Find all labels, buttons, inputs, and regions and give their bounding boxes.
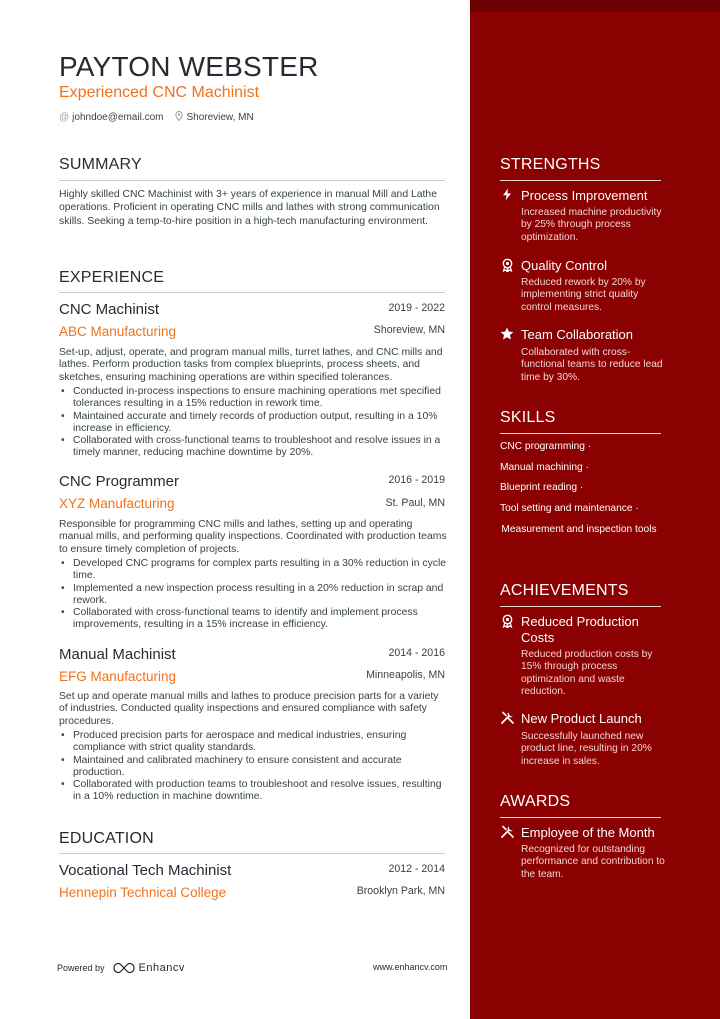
job-role: Manual Machinist — [59, 646, 176, 663]
award-icon — [500, 258, 514, 275]
job-company: EFG Manufacturing — [59, 669, 177, 684]
contact-email[interactable] — [59, 112, 163, 123]
education-divider — [59, 853, 445, 854]
strength-title: Quality Control — [521, 258, 607, 273]
achievement-title: New Product Launch — [521, 711, 642, 726]
awards-divider — [500, 817, 661, 818]
job-bullets — [59, 386, 449, 460]
education-degree: Vocational Tech Machinist — [59, 862, 232, 879]
award-icon — [500, 614, 514, 631]
summary-heading: SUMMARY — [59, 156, 142, 173]
strengths-heading: STRENGTHS — [500, 156, 601, 173]
education-location: Brooklyn Park, MN — [356, 885, 445, 897]
achievements-divider — [500, 606, 661, 607]
candidate-name: PAYTON WEBSTER — [59, 51, 319, 82]
job-bullet: • Implemented a new inspection process resulting in a 20% reduction in scrap and rework. — [59, 583, 449, 608]
job-bullets — [59, 558, 449, 632]
job-company: XYZ Manufacturing — [59, 496, 175, 511]
at-icon: @ — [59, 112, 70, 123]
education-school: Hennepin Technical College — [59, 885, 227, 900]
skill-item: CNC programming · — [500, 441, 592, 452]
job-bullet: • Conducted in-process inspections to ensure machining operations met specified tolerances resulting in a 15% reduction in rework time. — [59, 386, 449, 411]
job-dates: 2014 - 2016 — [388, 647, 445, 659]
enhancv-logo[interactable] — [113, 962, 185, 974]
strength-title: Process Improvement — [521, 188, 648, 203]
strength-desc: Increased machine productivity by 25% through process optimization. — [521, 207, 662, 243]
job-dates: 2016 - 2019 — [388, 474, 445, 486]
job-bullet: • Collaborated with cross-functional teams to identify and implement process improvements, resulting in a 15% increase in efficiency. — [59, 607, 449, 632]
education-heading: EDUCATION — [59, 830, 154, 847]
sidebar — [470, 0, 720, 1019]
skills-divider — [500, 433, 661, 434]
education-dates: 2012 - 2014 — [388, 863, 445, 875]
summary-divider — [59, 180, 445, 181]
email-text: johndoe@email.com — [72, 112, 164, 123]
job-description: Responsible for programming CNC mills and lathes, setting up and operating manual mills, and performing quality inspections. Coordinated with production teams to ensure timely completion of projects. — [59, 519, 447, 555]
skill-item: Manual machining · — [500, 462, 589, 473]
footer-url[interactable]: www.enhancv.com — [373, 962, 448, 972]
job-bullet: • Maintained accurate and timely records of production output, resulting in a 10% increase in efficiency. — [59, 411, 449, 436]
strength-title: Team Collaboration — [521, 327, 634, 342]
job-location: Shoreview, MN — [373, 324, 445, 336]
strength-desc: Reduced rework by 20% by implementing strict quality control measures. — [521, 277, 646, 313]
contact-location — [175, 111, 253, 124]
footer-powered-by — [57, 962, 185, 974]
job-description: Set up and operate manual mills and lathes to produce precision parts for a variety of industries. Conducted quality inspections and ensured compliance with safety procedures. — [59, 691, 439, 727]
strengths-divider — [500, 180, 661, 181]
job-bullet: • Collaborated with cross-functional teams to troubleshoot and resolve issues in a timely manner, reducing machine downtime by 20%. — [59, 435, 449, 460]
job-location: St. Paul, MN — [385, 497, 445, 509]
award-desc: Recognized for outstanding performance and contribution to the team. — [521, 844, 665, 880]
job-description: Set-up, adjust, operate, and program manual mills, turret lathes, and CNC mills and lathes. Perform production tasks from complex blueprints, process sheets, and sketches, ensuring machining operations are within specified tolerances. — [59, 347, 443, 383]
experience-heading: EXPERIENCE — [59, 269, 165, 286]
achievement-title: Reduced Production Costs — [521, 614, 639, 645]
skill-item: Tool setting and maintenance · — [500, 503, 639, 514]
job-bullet: • Maintained and calibrated machinery to ensure consistent and accurate production. — [59, 755, 449, 780]
job-role: CNC Machinist — [59, 301, 160, 318]
contact-info — [59, 111, 254, 124]
job-company: ABC Manufacturing — [59, 324, 177, 339]
skill-item: Measurement and inspection tools — [501, 524, 657, 535]
enhancv-brand: Enhancv — [138, 962, 185, 974]
lightning-icon — [500, 188, 514, 204]
pin-icon — [175, 111, 183, 124]
job-role: CNC Programmer — [59, 473, 180, 490]
enhancv-logo-icon — [113, 962, 135, 974]
job-bullet: • Developed CNC programs for complex parts resulting in a 30% reduction in cycle time. — [59, 558, 449, 583]
summary-text: Highly skilled CNC Machinist with 3+ years of experience in manual Mill and Lathe operations. Proficient in operating CNC mills and lathes with strong communication skills. Seeking a temp-to-hire position in a high-tech manufacturing environment. — [59, 189, 440, 227]
awards-heading: AWARDS — [500, 793, 571, 810]
skill-item: Blueprint reading · — [500, 482, 584, 493]
job-bullets — [59, 730, 449, 804]
star-icon — [500, 327, 514, 343]
experience-divider — [59, 292, 445, 293]
award-title: Employee of the Month — [521, 825, 655, 840]
job-bullet: • Produced precision parts for aerospace and medical industries, ensuring compliance with strict quality standards. — [59, 730, 449, 755]
tools-icon — [500, 711, 514, 727]
tools-icon — [500, 825, 514, 841]
achievement-desc: Successfully launched new product line, resulting in 20% increase in sales. — [521, 731, 652, 767]
job-bullet: • Collaborated with production teams to troubleshoot and resolve issues, resulting in a 10% reduction in machine downtime. — [59, 779, 449, 804]
achievements-heading: ACHIEVEMENTS — [500, 582, 629, 599]
powered-by-text: Powered by — [57, 963, 105, 973]
job-dates: 2019 - 2022 — [388, 302, 445, 314]
skills-heading: SKILLS — [500, 409, 556, 426]
candidate-title: Experienced CNC Machinist — [59, 84, 260, 101]
location-text: Shoreview, MN — [186, 112, 254, 123]
job-location: Minneapolis, MN — [366, 669, 445, 681]
sidebar-top-bar — [470, 0, 720, 12]
achievement-desc: Reduced production costs by 15% through process optimization and waste reduction. — [521, 649, 653, 697]
strength-desc: Collaborated with cross-functional teams to reduce lead time by 30%. — [521, 347, 663, 383]
